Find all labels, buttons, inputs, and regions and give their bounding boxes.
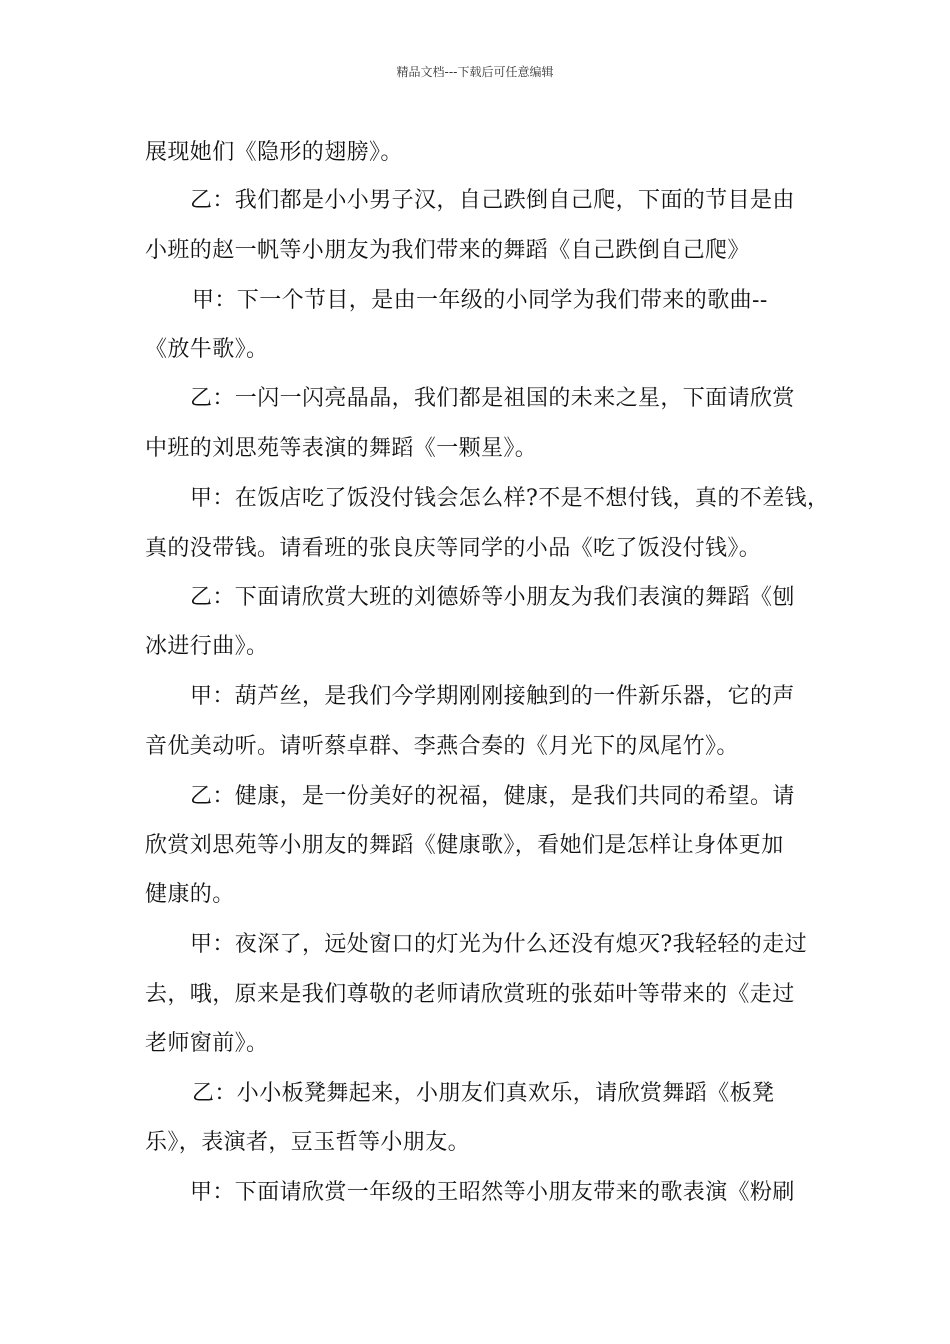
text-line: 乙：小小板凳舞起来，小朋友们真欢乐，请欣赏舞蹈《板凳 xyxy=(192,1081,775,1106)
text-line: 真的没带钱。请看班的张良庆等同学的小品《吃了饭没付钱》。 xyxy=(145,536,762,561)
text-line: 中班的刘思苑等表演的舞蹈《一颗星》。 xyxy=(145,436,538,461)
text-line: 健康的。 xyxy=(145,882,235,907)
text-line: 甲：葫芦丝，是我们今学期刚刚接触到的一件新乐器，它的声 xyxy=(190,684,795,709)
text-line: 甲：下面请欣赏一年级的王昭然等小朋友带来的歌表演《粉刷 xyxy=(190,1180,795,1205)
text-line: 乙：下面请欣赏大班的刘德娇等小朋友为我们表演的舞蹈《刨 xyxy=(190,585,795,610)
text-line: 音优美动听。请听蔡卓群、李燕合奏的《月光下的凤尾竹》。 xyxy=(145,734,739,759)
text-line: 展现她们《隐形的翅膀》。 xyxy=(145,140,403,165)
text-line: 乙：一闪一闪亮晶晶，我们都是祖国的未来之星，下面请欣赏 xyxy=(190,386,795,411)
page-header: 精品文档---下载后可任意编辑 xyxy=(396,65,554,79)
text-line: 乙：健康，是一份美好的祝福，健康，是我们共同的希望。请 xyxy=(190,784,795,809)
text-line: 欣赏刘思苑等小朋友的舞蹈《健康歌》，看她们是怎样让身体更加 xyxy=(145,833,784,858)
text-line: 去，哦，原来是我们尊敬的老师请欣赏班的张茹叶等带来的《走过 xyxy=(145,982,795,1007)
text-line: 冰进行曲》。 xyxy=(145,634,269,659)
text-line: 甲：夜深了，远处窗口的灯光为什么还没有熄灭?我轻轻的走过 xyxy=(190,932,807,957)
text-line: 《放牛歌》。 xyxy=(145,337,269,362)
text-line: 乐》，表演者，豆玉哲等小朋友。 xyxy=(145,1130,471,1155)
text-line: 乙：我们都是小小男子汉，自己跌倒自己爬，下面的节目是由 xyxy=(190,188,795,213)
text-line: 老师窗前》。 xyxy=(145,1031,269,1056)
text-line: 甲：在饭店吃了饭没付钱会怎么样?不是不想付钱，真的不差钱， xyxy=(190,486,830,511)
text-line: 甲：下一个节目，是由一年级的小同学为我们带来的歌曲-- xyxy=(192,288,768,313)
text-line: 小班的赵一帆等小朋友为我们带来的舞蹈《自己跌倒自己爬》 xyxy=(145,238,750,263)
